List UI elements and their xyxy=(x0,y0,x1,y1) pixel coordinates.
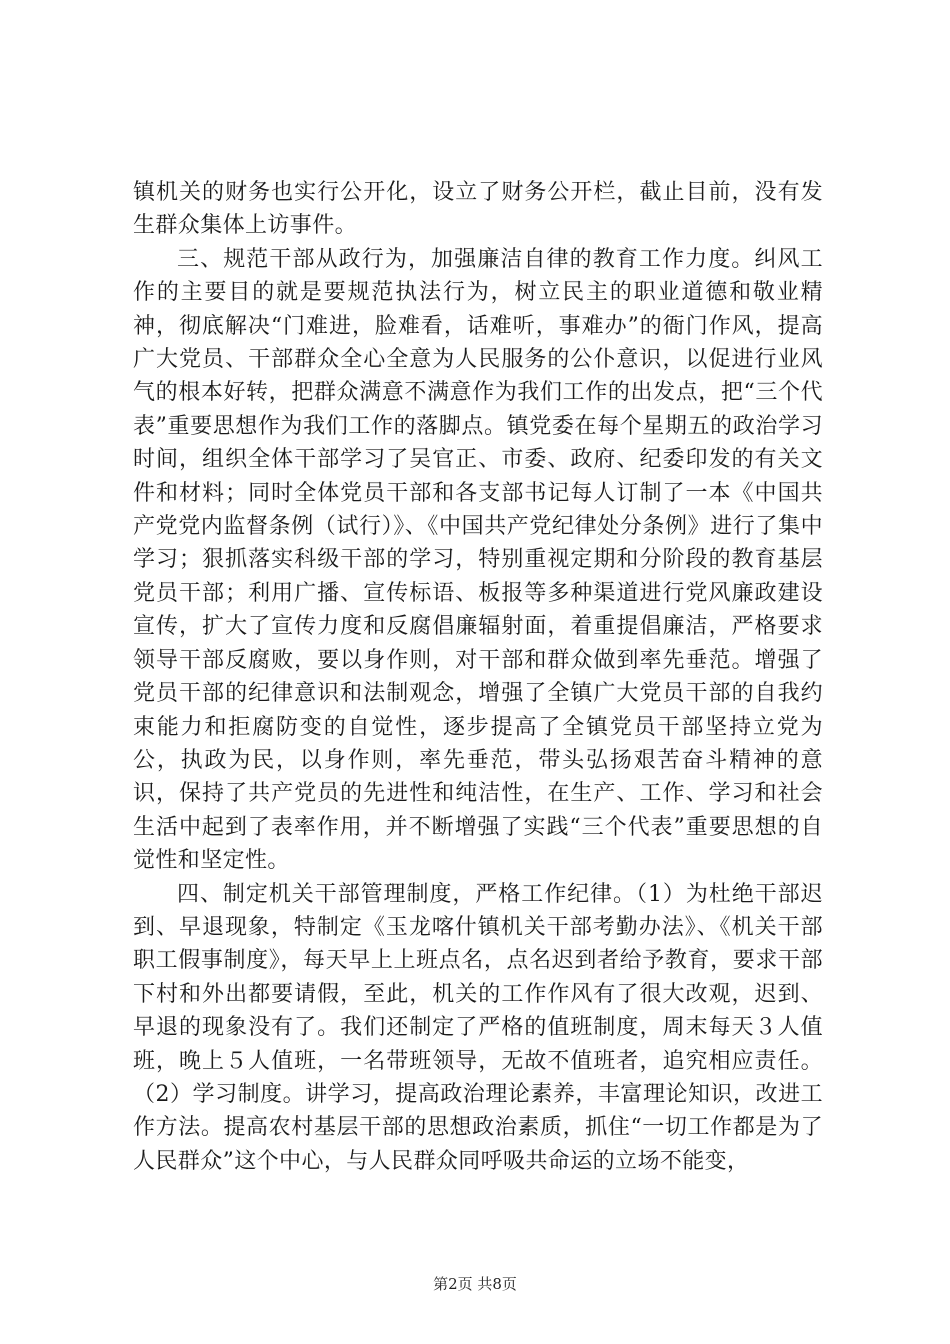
paragraph-section-four: 四、制定机关干部管理制度，严格工作纪律。（1）为杜绝干部迟到、早退现象，特制定《玉龙喀什镇机关干部考勤办法》、《机关干部职工假事制度》，每天早上上班点名，点名迟到者给予教育，要求干部下村和外出都要请假，至此，机关的工作作风有了很大改观，迟到、早退的现象没有了。我们还制定了严格的值班制度，周末每天３人值班，晚上５人值班，一名带班领导，无故不值班者，追究相应责任。（2）学习制度。讲学习，提高政治理论素养，丰富理论知识，改进工作方法。提高农村基层干部的思想政治素质，抓住“一切工作都是为了人民群众”这个中心，与人民群众同呼吸共命运的立场不能变， xyxy=(133,881,823,1174)
paragraph-continuation: 镇机关的财务也实行公开化，设立了财务公开栏，截止目前，没有发生群众集体上访事件。 xyxy=(133,180,823,239)
page-footer: 第2页 共8页 xyxy=(433,1275,517,1293)
document-body xyxy=(133,176,823,1178)
paragraph-section-three: 三、规范干部从政行为，加强廉洁自律的教育工作力度。纠风工作的主要目的就是要规范执法行为，树立民主的职业道德和敬业精神，彻底解决“门难进，脸难看，话难听，事难办”的衙门作风，提高广大党员、干部群众全心全意为人民服务的公仆意识，以促进行业风气的根本好转，把群众满意不满意作为我们工作的出发点，把“三个代表”重要思想作为我们工作的落脚点。镇党委在每个星期五的政治学习时间，组织全体干部学习了吴官正、市委、政府、纪委印发的有关文件和材料；同时全体党员干部和各支部书记每人订制了一本《中国共产党党内监督条例（试行）》、《中国共产党纪律处分条例》进行了集中学习；狠抓落实科级干部的学习，特别重视定期和分阶段的教育基层党员干部；利用广播、宣传标语、板报等多种渠道进行党风廉政建设宣传，扩大了宣传力度和反腐倡廉辐射面，着重提倡廉洁，严格要求领导干部反腐败，要以身作则，对干部和群众做到率先垂范。增强了党员干部的纪律意识和法制观念，增强了全镇广大党员干部的自我约束能力和拒腐防变的自觉性，逐步提高了全镇党员干部坚持立党为公，执政为民，以身作则，率先垂范，带头弘扬艰苦奋斗精神的意识，保持了共产党员的先进性和纯洁性，在生产、工作、学习和社会生活中起到了表率作用，并不断增强了实践“三个代表”重要思想的自觉性和坚定性。 xyxy=(133,246,823,874)
